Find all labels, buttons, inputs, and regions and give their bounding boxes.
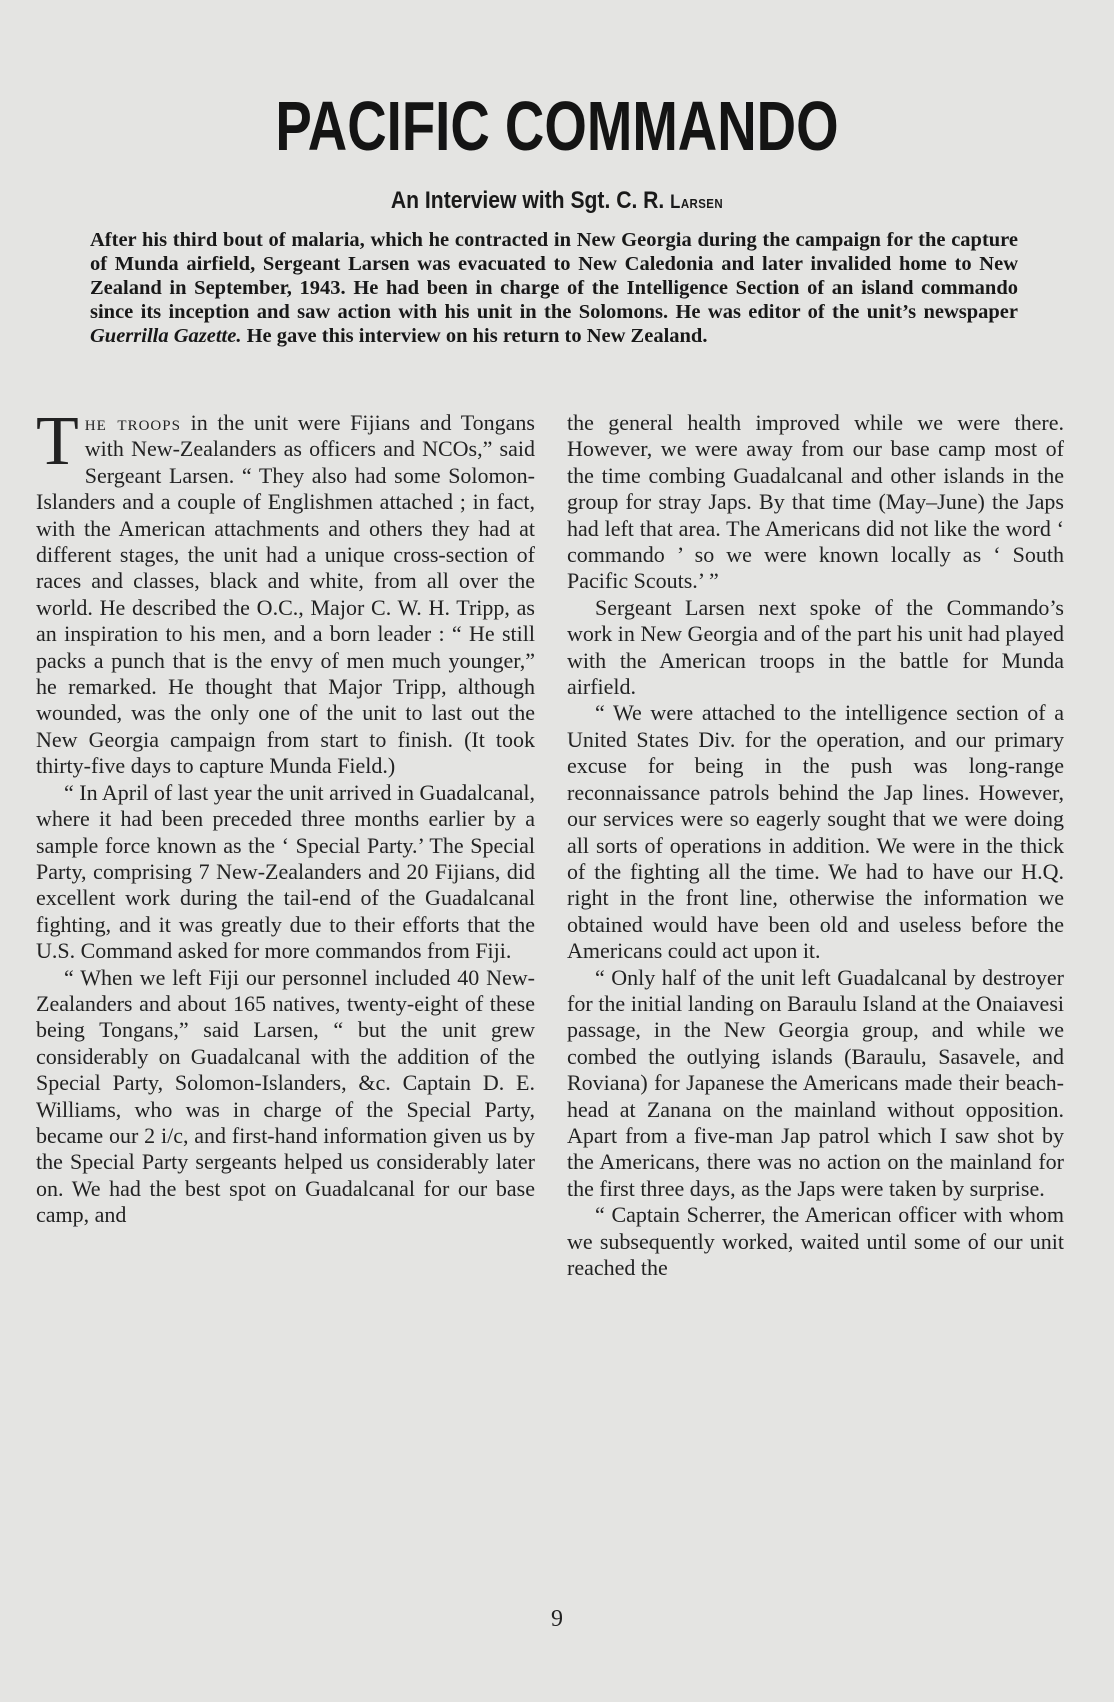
- article-intro: [90, 228, 1018, 348]
- intro-part1: After his third bout of malaria, which he contracted in New Georgia during the campaign for the capture of Munda airfield, Sergeant Larsen was evacuated to New Caledonia and later invalided home to New Zealand in September, 1943. He had been in charge of the Intelligence Section of an island commando since its inception and saw action with his unit in the Solomons. He was editor of the unit’s newspaper: [90, 229, 1018, 323]
- paragraph-3: “ When we left Fiji our personnel included 40 New-Zealanders and about 165 natives, twenty-eight of these being Tongans,” said Larsen, “ but the unit grew considerably on Guadalcanal with the addition of the Special Party, Solomon-Islanders, &c. Captain D. E. Williams, who was in charge of the Special Party, became our 2 i/c, and first-hand information given us by the Special Party sergeants helped us considerably later on. We had the best spot on Guadalcanal for our base camp, and: [36, 964, 535, 1228]
- paragraph-1: [36, 403, 535, 780]
- right-column: [567, 410, 1064, 1281]
- intro-newspaper-name: Guerrilla Gazette.: [90, 325, 242, 347]
- paragraph-6: “ We were attached to the intelligence section of a United States Div. for the operation, and our primary excuse for being in the push was long-range reconnaissance patrols behind the Jap lines. However, our services were so eagerly sought that we were doing all sorts of operations in addition. We were in the thick of the fighting all the time. We had to have our H.Q. right in the front line, otherwise the information we obtained would have been old and useless before the Americans could act upon it.: [567, 700, 1064, 964]
- intro-part2: He gave this interview on his return to New Zealand.: [241, 325, 708, 347]
- page-number: 9: [551, 1606, 563, 1632]
- paragraph-4: the general health improved while we were there. However, we were away from our base camp most of the time combing Guadalcanal and other islands in the group for stray Japs. By that time (May–June) the Japs had left that area. The Americans did not like the word ‘ commando ’ so we were known locally as ‘ South Pacific Scouts.’ ”: [567, 410, 1064, 594]
- article-subtitle: [67, 186, 1047, 218]
- article-title: PACIFIC COMMANDO: [275, 87, 839, 165]
- opening-smallcaps: he troops: [84, 410, 181, 435]
- left-column: [36, 403, 535, 1229]
- paragraph-7: “ Only half of the unit left Guadalcanal by destroyer for the initial landing on Baraulu Island at the Onaiavesi passage, in the New Georgia group, and while we combed the outlying islands (Baraulu, Sasavele, and Roviana) for Japanese the Americans made their beach-head at Zanana on the mainland without opposition. Apart from a five-man Jap patrol which I saw shot by the Americans, there was no action on the mainland for the first three days, as the Japs were taken by surprise.: [567, 964, 1064, 1201]
- paragraph-1-text: in the unit were Fijians and Tongans with New-Zealanders as officers and NCOs,” said Sergeant Larsen. “ They also had some Solomon-Islanders and a couple of Englishmen attached ; in fact, with the American attachments and others they had at different stages, the unit had a unique cross-section of races and classes, black and white, from all over the world. He described the O.C., Major C. W. H. Tripp, as an inspiration to his men, and a born leader : “ He still packs a punch that is the envy of men much younger,” he remarked. He thought that Major Tripp, although wounded, was the only one of the unit to last out the New Georgia campaign from start to finish. (It took thirty-five days to capture Munda Field.): [36, 410, 535, 779]
- paragraph-2: “ In April of last year the unit arrived in Guadalcanal, where it had been preceded three months earlier by a sample force known as the ‘ Special Party.’ The Special Party, comprising 7 New-Zealanders and 20 Fijians, did excellent work during the tail-end of the Guadalcanal fighting, and it was greatly due to their efforts that the U.S. Command asked for more commandos from Fiji.: [36, 779, 535, 964]
- paragraph-8: “ Captain Scherrer, the American officer with whom we subsequently worked, waited until some of our unit reached the: [567, 1202, 1064, 1280]
- drop-cap: T: [36, 403, 79, 480]
- paragraph-5: Sergeant Larsen next spoke of the Commando’s work in New Georgia and of the part his unit had played with the American troops in the battle for Munda airfield.: [567, 594, 1064, 700]
- subtitle-name: Larsen: [670, 192, 724, 213]
- subtitle-prefix: An Interview with Sgt. C. R.: [390, 187, 671, 214]
